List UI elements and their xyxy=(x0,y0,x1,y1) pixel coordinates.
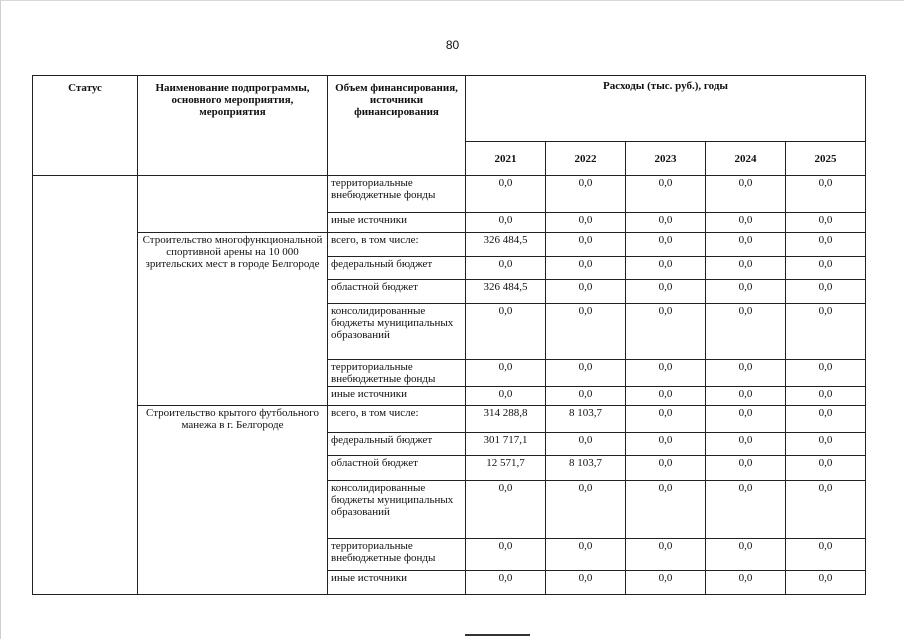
amount-cell: 0,0 xyxy=(626,360,706,387)
amount-cell: 326 484,5 xyxy=(466,280,546,304)
amount-cell: 0,0 xyxy=(706,360,786,387)
funding-source: всего, в том числе: xyxy=(328,233,466,257)
amount-cell: 0,0 xyxy=(786,456,866,481)
amount-cell: 0,0 xyxy=(706,257,786,280)
amount-cell: 0,0 xyxy=(786,571,866,595)
table-row xyxy=(33,406,866,433)
funding-source: территориальные внебюджетные фонды xyxy=(328,539,466,571)
amount-cell: 0,0 xyxy=(706,539,786,571)
amount-cell: 326 484,5 xyxy=(466,233,546,257)
funding-source: иные источники xyxy=(328,213,466,233)
amount-cell: 0,0 xyxy=(626,571,706,595)
amount-cell: 0,0 xyxy=(466,360,546,387)
amount-cell: 0,0 xyxy=(626,213,706,233)
amount-cell: 0,0 xyxy=(706,406,786,433)
amount-cell: 0,0 xyxy=(786,387,866,406)
amount-cell: 0,0 xyxy=(546,360,626,387)
amount-cell: 0,0 xyxy=(546,539,626,571)
table-row xyxy=(33,233,866,257)
amount-cell: 0,0 xyxy=(466,387,546,406)
amount-cell: 0,0 xyxy=(546,387,626,406)
funding-source: иные источники xyxy=(328,571,466,595)
amount-cell: 0,0 xyxy=(786,433,866,456)
amount-cell: 0,0 xyxy=(706,571,786,595)
funding-source: территориальные внебюджетные фонды xyxy=(328,360,466,387)
amount-cell: 0,0 xyxy=(466,481,546,539)
amount-cell: 0,0 xyxy=(466,539,546,571)
header-year: 2022 xyxy=(546,142,626,176)
amount-cell: 0,0 xyxy=(466,257,546,280)
page-number: 80 xyxy=(445,38,460,52)
amount-cell: 0,0 xyxy=(706,433,786,456)
amount-cell: 0,0 xyxy=(706,213,786,233)
funding-source: иные источники xyxy=(328,387,466,406)
activity-name xyxy=(138,176,328,233)
amount-cell: 0,0 xyxy=(626,233,706,257)
amount-cell: 0,0 xyxy=(786,213,866,233)
amount-cell: 0,0 xyxy=(466,213,546,233)
funding-source: федеральный бюджет xyxy=(328,433,466,456)
header-name: Наименование подпрограммы, основного мероприятия, мероприятия xyxy=(138,76,328,176)
header-year: 2023 xyxy=(626,142,706,176)
amount-cell: 0,0 xyxy=(546,481,626,539)
funding-source: территориальные внебюджетные фонды xyxy=(328,176,466,213)
amount-cell: 0,0 xyxy=(786,481,866,539)
funding-source: консолидированные бюджеты муниципальных образований xyxy=(328,481,466,539)
status-cell xyxy=(33,176,138,595)
amount-cell: 0,0 xyxy=(546,257,626,280)
amount-cell: 0,0 xyxy=(546,176,626,213)
budget-table xyxy=(32,75,866,595)
amount-cell: 0,0 xyxy=(706,387,786,406)
amount-cell: 0,0 xyxy=(626,433,706,456)
amount-cell: 0,0 xyxy=(626,539,706,571)
amount-cell: 0,0 xyxy=(786,176,866,213)
amount-cell: 0,0 xyxy=(466,571,546,595)
amount-cell: 8 103,7 xyxy=(546,456,626,481)
amount-cell: 0,0 xyxy=(626,481,706,539)
amount-cell: 0,0 xyxy=(626,387,706,406)
amount-cell: 0,0 xyxy=(546,213,626,233)
amount-cell: 314 288,8 xyxy=(466,406,546,433)
amount-cell: 0,0 xyxy=(546,571,626,595)
amount-cell: 0,0 xyxy=(706,176,786,213)
amount-cell: 0,0 xyxy=(626,280,706,304)
bottom-rule xyxy=(465,634,530,636)
activity-name: Строительство крытого футбольного манежа в г. Белгороде xyxy=(138,406,328,595)
header-year: 2021 xyxy=(466,142,546,176)
header-expenses: Расходы (тыс. руб.), годы xyxy=(466,76,866,142)
table-row xyxy=(33,176,866,213)
amount-cell: 301 717,1 xyxy=(466,433,546,456)
amount-cell: 0,0 xyxy=(706,481,786,539)
amount-cell: 0,0 xyxy=(626,456,706,481)
amount-cell: 0,0 xyxy=(626,257,706,280)
amount-cell: 8 103,7 xyxy=(546,406,626,433)
amount-cell: 0,0 xyxy=(706,233,786,257)
amount-cell: 0,0 xyxy=(706,280,786,304)
amount-cell: 0,0 xyxy=(786,304,866,360)
amount-cell: 0,0 xyxy=(546,433,626,456)
amount-cell: 0,0 xyxy=(626,304,706,360)
funding-source: консолидированные бюджеты муниципальных образований xyxy=(328,304,466,360)
amount-cell: 0,0 xyxy=(786,233,866,257)
funding-source: федеральный бюджет xyxy=(328,257,466,280)
funding-source: областной бюджет xyxy=(328,280,466,304)
amount-cell: 0,0 xyxy=(466,176,546,213)
amount-cell: 0,0 xyxy=(546,304,626,360)
amount-cell: 0,0 xyxy=(706,456,786,481)
amount-cell: 0,0 xyxy=(786,360,866,387)
header-year: 2024 xyxy=(706,142,786,176)
header-year: 2025 xyxy=(786,142,866,176)
amount-cell: 0,0 xyxy=(786,280,866,304)
amount-cell: 0,0 xyxy=(786,257,866,280)
amount-cell: 0,0 xyxy=(466,304,546,360)
amount-cell: 0,0 xyxy=(626,406,706,433)
activity-name: Строительство многофункциональной спортивной арены на 10 000 зрительских мест в городе Белгороде xyxy=(138,233,328,406)
amount-cell: 0,0 xyxy=(786,406,866,433)
amount-cell: 0,0 xyxy=(706,304,786,360)
amount-cell: 0,0 xyxy=(546,233,626,257)
header-volume: Объем финансирования, источники финансирования xyxy=(328,76,466,176)
amount-cell: 12 571,7 xyxy=(466,456,546,481)
funding-source: всего, в том числе: xyxy=(328,406,466,433)
amount-cell: 0,0 xyxy=(546,280,626,304)
amount-cell: 0,0 xyxy=(626,176,706,213)
amount-cell: 0,0 xyxy=(786,539,866,571)
header-status: Статус xyxy=(33,76,138,176)
funding-source: областной бюджет xyxy=(328,456,466,481)
